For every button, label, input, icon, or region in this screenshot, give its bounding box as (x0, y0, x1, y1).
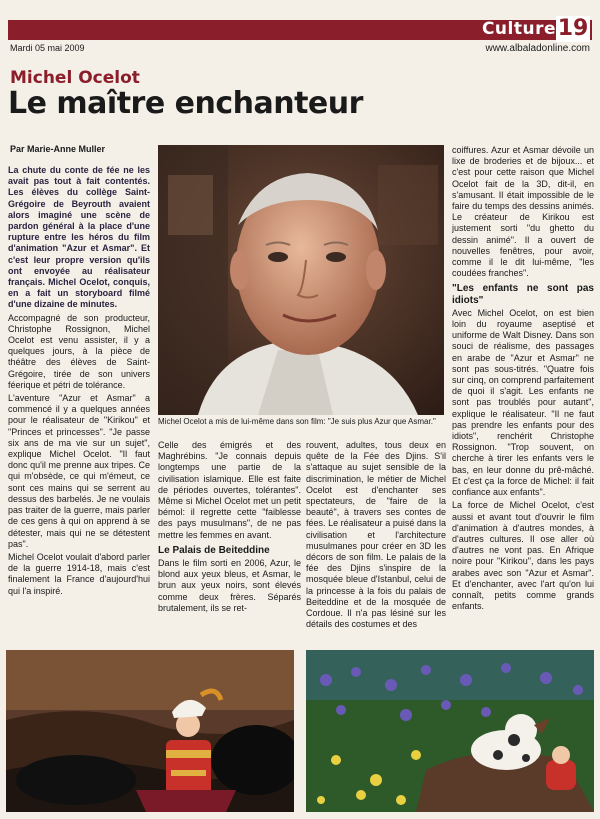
subheading: "Les enfants ne sont pas idiots" (452, 283, 594, 306)
article-headline: Le maître enchanteur (8, 86, 363, 121)
portrait-illustration (158, 145, 444, 415)
paragraph: Celle des émigrés et des Maghrébins. "Je connais depuis longtemps une partie de la civilisation islamique. Elle est faite de périodes ouvertes, tolérantes". Même si Michel Ocelot met un petit bémol: il regrette cette "faiblesse des pays musulmans", de ne pas mettre les femmes en avant. (158, 440, 301, 540)
film-still-dog-illustration (306, 650, 594, 812)
paragraph: Accompagné de son producteur, Christophe Rossignon, Michel Ocelot est venu assister, il y a quelques jours, à la pièce de théâtre des élèves de Saint-Grégoire, tirée de son univers féerique et pétri de tolérance. (8, 312, 150, 390)
paragraph: coiffures. Azur et Asmar dévoile un lixe de broderies et de bijoux... et c'est pour cette raison que Michel Ocelot fait de la 3D, dit-il, en s'amusant. Il était impossible de le faire du temps des dessins animés. Le créateur de Kirikou est justement sorti "du ghetto du dessin animé". Il a ouvert de nouvelles fenêtres, pour avoir, comme il le dit lui-même, "les coudées franches". (452, 145, 594, 279)
film-still-horseman (6, 650, 294, 812)
film-still-dog (306, 650, 594, 812)
page-number: 19 (557, 16, 589, 41)
publication-date: Mardi 05 mai 2009 (10, 43, 85, 53)
article-lead: La chute du conte de fée ne les avait pas tout à fait contentés. Les élèves du collège Saint-Grégoire de Beyrouth avaient alors imaginé une scène de pardon général à la place d'une rupture entre les héros du film d'animation "Azur et Asmar". Et c'est leur propre version qu'ils ont envoyée au réalisateur français. Michel Ocelot, conquis, en a fait un storyboard filmé d'une dizaine de minutes. (8, 165, 150, 310)
website-url: www.albaladonline.com (485, 43, 590, 54)
paragraph: Michel Ocelot voulait d'abord parler de la guerre 1914-18, mais c'est finalement la France d'aujourd'hui qui l'a inspiré. (8, 551, 150, 596)
subheading: Le Palais de Beiteddine (158, 544, 270, 556)
paragraph: rouvent, adultes, tous deux en quête de la Fée des Djins. S'il s'attaque au sujet sensible de la discrimination, le métier de Michel Ocelot est d'enchanter ses spectateurs, de "faire de la beauté", à travers ses contes de fées. Le réalisateur a puisé dans la civilisation et l'architecture musulmanes pour créer en 3D les décors de son film. Le palais de la fée des Djins s'inspire de la mosquée bleue d'Istanbul, celui de la princesse à la fois du palais de Beiteddine et de la mosquée de Cordoue. Il n'a pas lésiné sur les détails des costumes et des (306, 440, 446, 630)
article-column-1 (8, 165, 150, 655)
portrait-photo (158, 145, 444, 415)
article-column-2 (158, 440, 301, 650)
article-column-4 (452, 145, 594, 655)
paragraph: L'aventure "Azur et Asmar" a commencé il y a quelques années pour le réalisateur de "Kirikou" et "Princes et princesses". "Je passe six ans de ma vie sur un sujet", explique Michel Ocelot. "Il faut donc qu'il me prenne aux tripes. Ce qui m'obsède, ce qui m'émeut, ce sont ces mains qui se serrent au dessus des barbelés. Je ne voulais pas traiter de la guerre, mais parler de ces gens à qui on apprend à se détester, mais qui ne se détestent pas". (8, 393, 150, 549)
paragraph: Avec Michel Ocelot, on est bien loin du royaume aseptisé et uniforme de Walt Disney. Dans son souci de réalisme, des passages en arabe de "Azur et Asmar" ne sont pas sous-titrés. "Quatre fois sur cinq, on comprend parfaitement de quoi il s'agit. Les enfants ne sont pas troublés pour autant", explique le réalisateur. "Il ne faut pas prendre les enfants pour des idiots", renchérit Christophe Rossignon. "Trop souvent, on cherche à tirer les enfants vers le bas, en leur donne du prê-mâché. Et c'est ça la force de Michel: il fait confiance aux enfants". (452, 307, 594, 498)
article-kicker: Michel Ocelot (10, 68, 140, 88)
film-still-horseman-illustration (6, 650, 294, 812)
article-byline: Par Marie-Anne Muller (10, 144, 106, 154)
paragraph: Dans le film sorti en 2006, Azur, le blond aux yeux bleus, et Asmar, le brun aux yeux noirs, sont élevés comme deux frères. Séparés brutalement, ils se ret- (158, 558, 301, 613)
paragraph: La force de Michel Ocelot, c'est aussi et avant tout d'ouvrir le film d'animation à d'autres mondes, à d'autres cultures. Il ose aller où d'autres ne vont pas. En Afrique noire pour "Kirikou", dans les pays arabes avec son "Azur et Asmar". Et d'enchanter, avec l'art qu'on lui connaît, petits comme grands enfants. (452, 500, 594, 612)
section-label: Culture (481, 19, 556, 39)
article-column-3 (306, 440, 446, 650)
photo-caption: Michel Ocelot a mis de lui-même dans son film: "Je suis plus Azur que Asmar." (158, 417, 436, 426)
